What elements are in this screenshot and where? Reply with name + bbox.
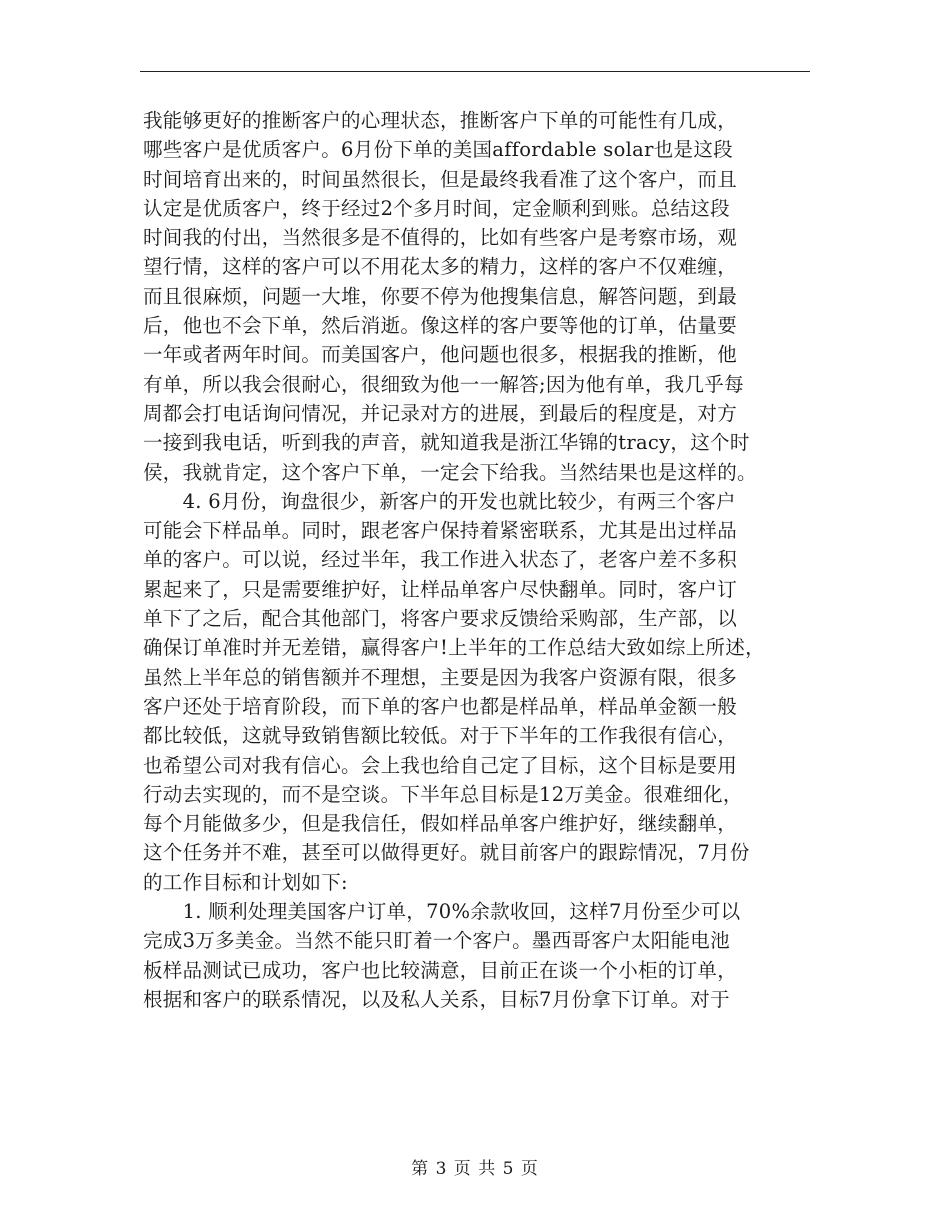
text-line: 周都会打电话询问情况，并记录对方的进展，到最后的程度是，对方 [143,401,738,425]
text-line: 1. 顺利处理美国客户订单，70%余款收回，这样7月份至少可以 [143,900,741,924]
text-line: 单的客户。可以说，经过半年，我工作进入状态了，老客户差不多积 [143,548,738,572]
text-line: 时间我的付出，当然很多是不值得的，比如有些客户是考察市场，观 [143,226,738,250]
text-line: 认定是优质客户，终于经过2个多月时间，定金顺利到账。总结这段 [143,196,730,220]
header-divider [140,71,810,72]
text-line: 客户还处于培育阶段，而下单的客户也都是样品单，样品单金额一般 [143,694,738,718]
text-line: 可能会下样品单。同时，跟老客户保持着紧密联系，尤其是出过样品 [143,519,738,543]
text-line: 有单，所以我会很耐心，很细致为他一一解答;因为他有单，我几乎每 [143,372,744,396]
text-line: 每个月能做多少，但是我信任，假如样品单客户维护好，继续翻单， [143,812,738,836]
text-line: 根据和客户的联系情况，以及私人关系，目标7月份拿下订单。对于 [143,987,730,1011]
text-line: 望行情，这样的客户可以不用花太多的精力，这样的客户不仅难缠， [143,255,738,279]
text-line: 一接到我电话，听到我的声音，就知道我是浙江华锦的tracy，这个时 [143,431,750,455]
text-line: 单下了之后，配合其他部门，将客户要求反馈给采购部，生产部，以 [143,607,738,631]
text-line: 这个任务并不难，甚至可以做得更好。就目前客户的跟踪情况，7月份 [143,841,750,865]
text-line: 而且很麻烦，问题一大堆，你要不停为他搜集信息，解答问题，到最 [143,284,738,308]
body-text [143,106,843,1014]
text-line: 我能够更好的推断客户的心理状态，推断客户下单的可能性有几成， [143,109,738,132]
text-line: 一年或者两年时间。而美国客户，他问题也很多，根据我的推断，他 [143,343,738,367]
text-line: 的工作目标和计划如下: [143,870,348,894]
text-line: 4. 6月份，询盘很少，新客户的开发也就比较少，有两三个客户 [143,489,736,513]
text-line: 虽然上半年总的销售额并不理想，主要是因为我客户资源有限，很多 [143,665,738,689]
text-line: 板样品测试已成功，客户也比较满意，目前正在谈一个小柜的订单， [143,958,738,982]
text-line: 都比较低，这就导致销售额比较低。对于下半年的工作我很有信心， [143,724,738,748]
text-line: 完成3万多美金。当然不能只盯着一个客户。墨西哥客户太阳能电池 [143,929,730,953]
text-line: 行动去实现的，而不是空谈。下半年总目标是12万美金。很难细化， [143,782,743,806]
text-line: 侯，我就肯定，这个客户下单，一定会下给我。当然结果也是这样的。 [143,460,757,484]
text-line: 后，他也不会下单，然后消逝。像这样的客户要等他的订单，估量要 [143,314,738,338]
page-number-footer: 第 3 页 共 5 页 [411,1159,539,1179]
text-line: 时间培育出来的，时间虽然很长，但是最终我看准了这个客户，而且 [143,167,738,191]
text-line: 哪些客户是优质客户。6月份下单的美国affordable solar也是这段 [143,138,733,162]
text-line: 确保订单准时并无差错，赢得客户!上半年的工作总结大致如综上所述， [143,636,765,660]
text-line: 累起来了，只是需要维护好，让样品单客户尽快翻单。同时，客户订 [143,577,738,601]
text-line: 也希望公司对我有信心。会上我也给自己定了目标，这个目标是要用 [143,753,738,777]
